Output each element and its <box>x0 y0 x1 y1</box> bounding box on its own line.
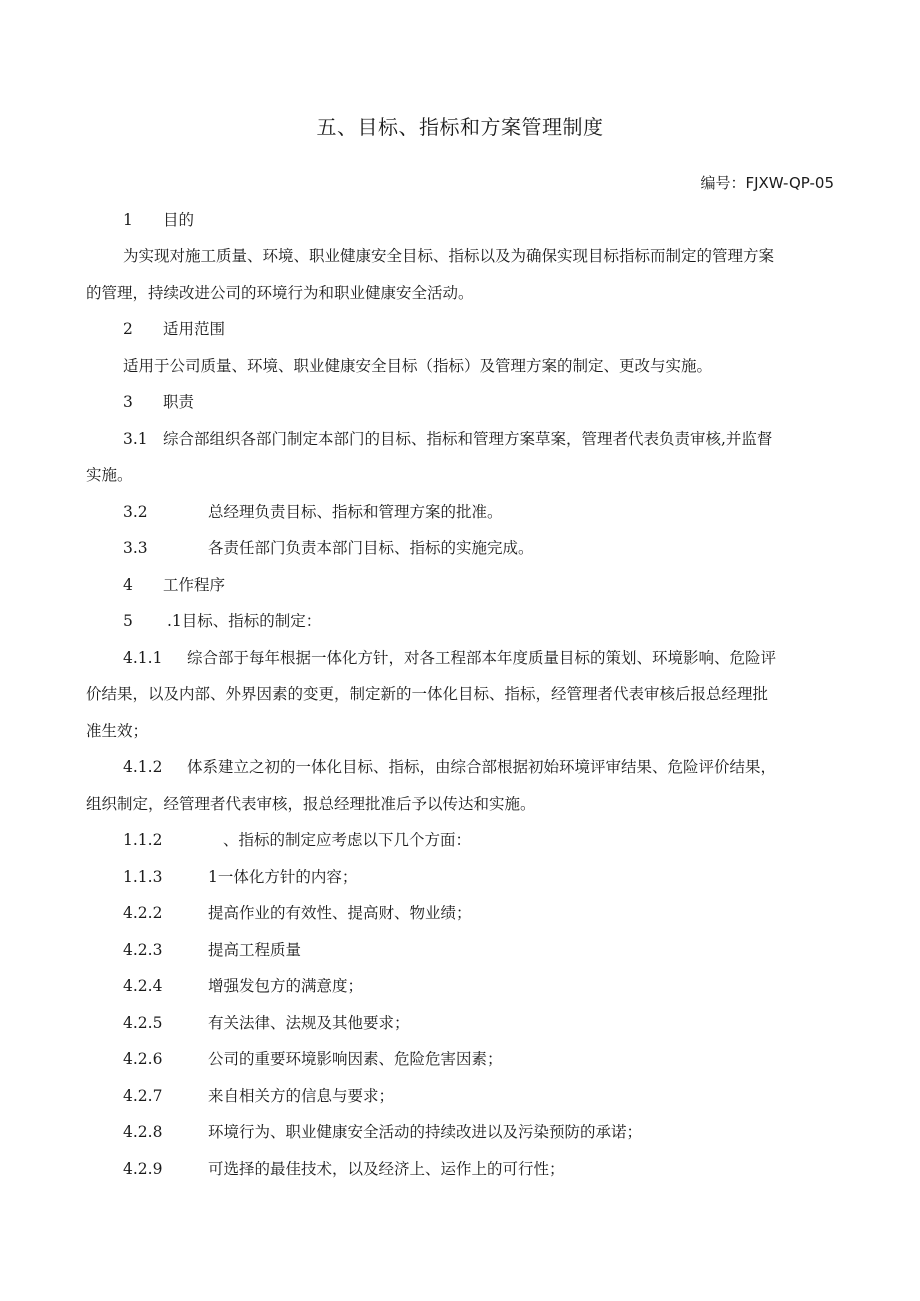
paragraph-line: 准生效； <box>86 722 149 740</box>
list-item: 4.2.4 增强发包方的满意度； <box>123 977 364 995</box>
paragraph-line: 实施。 <box>86 466 133 484</box>
list-item: 4.2.3 提高工程质量 <box>123 941 302 959</box>
list-item: 4.2.5 有关法律、法规及其他要求； <box>123 1014 410 1032</box>
paragraph-line: 为实现对施工质量、环境、职业健康安全目标、指标以及为确保实现目标指标而制定的管理方案 <box>123 247 775 265</box>
paragraph-line: 组织制定，经管理者代表审核，报总经理批准后予以传达和实施。 <box>86 795 536 813</box>
clause-5: 5 .1目标、指标的制定： <box>123 612 322 630</box>
section-heading-2: 2 适用范围 <box>123 320 226 338</box>
list-item: 4.2.8 环境行为、职业健康安全活动的持续改进以及污染预防的承诺； <box>123 1123 643 1141</box>
paragraph-line: 适用于公司质量、环境、职业健康安全目标（指标）及管理方案的制定、更改与实施。 <box>123 357 713 375</box>
clause-4-1-1: 4.1.1 综合部于每年根据一体化方针，对各工程部本年度质量目标的策划、环境影响、危险评 <box>123 649 777 667</box>
section-heading-4: 4 工作程序 <box>123 576 226 594</box>
paragraph-line: 的管理，持续改进公司的环境行为和职业健康安全活动。 <box>86 284 474 302</box>
page-title: 五、目标、指标和方案管理制度 <box>316 115 604 139</box>
document-number: 编号：FJXW-QP-05 <box>700 174 834 192</box>
paragraph-line: 价结果，以及内部、外界因素的变更，制定新的一体化目标、指标，经管理者代表审核后报总经理批 <box>86 685 769 703</box>
list-item: 4.2.2 提高作业的有效性、提高财、物业绩； <box>123 904 472 922</box>
list-item: 1.1.2 、指标的制定应考虑以下几个方面： <box>123 831 472 849</box>
list-item: 4.2.7 来自相关方的信息与要求； <box>123 1087 395 1105</box>
clause-3-3: 3.3 各责任部门负责本部门目标、指标的实施完成。 <box>123 539 534 557</box>
list-item: 4.2.9 可选择的最佳技术，以及经济上、运作上的可行性； <box>123 1160 565 1178</box>
section-heading-1: 1 目的 <box>123 211 195 229</box>
list-item: 4.2.6 公司的重要环境影响因素、危险危害因素； <box>123 1050 503 1068</box>
list-item: 1.1.3 1一体化方针的内容； <box>123 868 358 886</box>
section-heading-3: 3 职责 <box>123 393 195 411</box>
clause-3-1: 3.1 综合部组织各部门制定本部门的目标、指标和管理方案草案，管理者代表负责审核,并监督 <box>123 430 773 448</box>
clause-4-1-2: 4.1.2 体系建立之初的一体化目标、指标，由综合部根据初始环境评审结果、危险评价结果， <box>123 758 777 776</box>
clause-3-2: 3.2 总经理负责目标、指标和管理方案的批准。 <box>123 503 503 521</box>
